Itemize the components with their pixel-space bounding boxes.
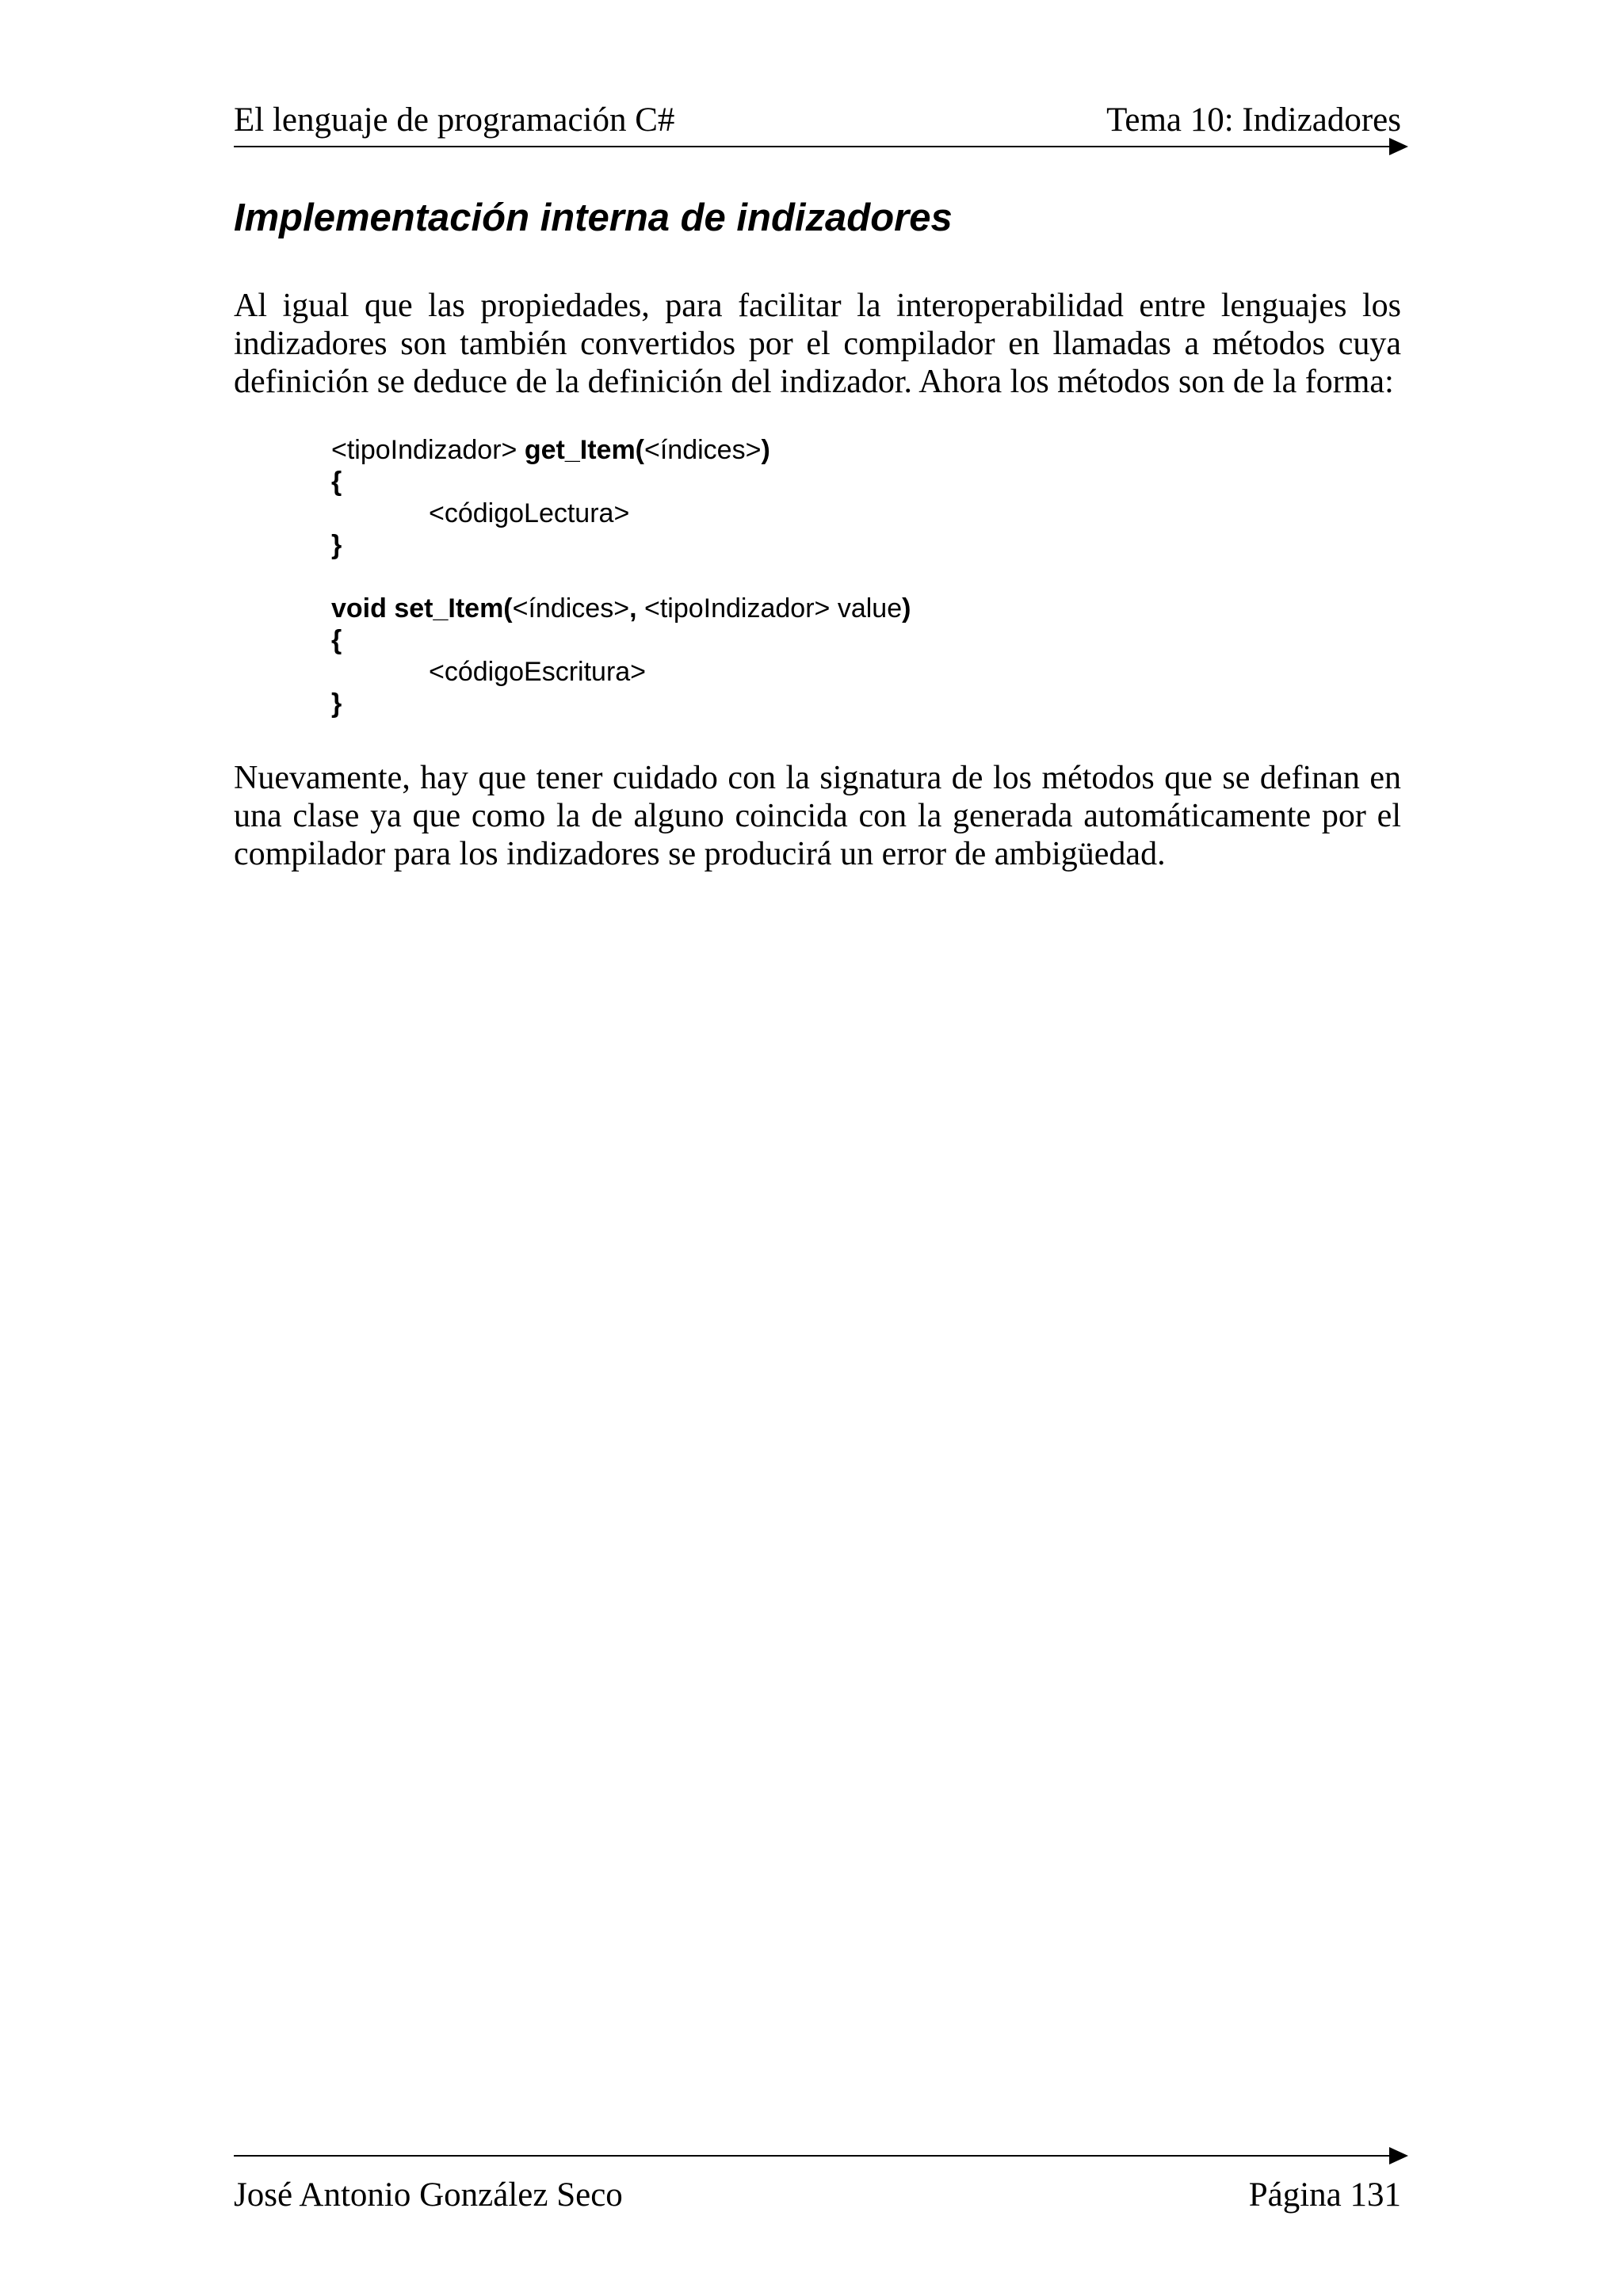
header-rule — [234, 146, 1391, 147]
getter-params: <índices> — [644, 435, 762, 465]
footer-arrow-icon — [1389, 2147, 1408, 2164]
setter-open-brace: { — [331, 625, 342, 655]
setter-close-brace: } — [331, 688, 342, 719]
getter-close-brace: } — [331, 530, 342, 560]
getter-method-name: get_Item( — [524, 435, 644, 465]
getter-close-paren: ) — [761, 435, 770, 465]
header-book-title: El lenguaje de programación C# — [234, 101, 675, 139]
getter-open-brace: { — [331, 467, 342, 497]
setter-param-value: <tipoIndizador> value — [643, 593, 903, 624]
footer-rule — [234, 2155, 1391, 2157]
page-footer — [234, 2172, 1401, 2218]
setter-method-name: void set_Item( — [331, 593, 513, 624]
page-header — [234, 97, 1401, 144]
footer-page-number: Página 131 — [1248, 2176, 1401, 2214]
header-chapter-title: Tema 10: Indizadores — [1106, 101, 1401, 139]
getter-signature — [331, 434, 770, 466]
setter-close-paren: ) — [902, 593, 911, 624]
getter-body: <códigoLectura> — [429, 498, 630, 528]
getter-return-type: <tipoIndizador> — [331, 435, 517, 465]
ambiguity-paragraph: Nuevamente, hay que tener cuidado con la signatura de los métodos que se definan en una clase ya que como la de alguno coincida con la generada automáticamente por el compilador para los indizadores se producirá un error de ambigüedad. — [234, 760, 1401, 872]
setter-body: <códigoEscritura> — [429, 657, 647, 687]
section-title: Implementación interna de indizadores — [234, 196, 953, 239]
footer-author: José Antonio González Seco — [234, 2176, 623, 2214]
setter-signature — [331, 593, 911, 624]
intro-paragraph: Al igual que las propiedades, para facilitar la interoperabilidad entre lenguajes los indizadores son también convertidos por el compilador en llamadas a métodos cuya definición se deduce de la definición del indizador. Ahora los métodos son de la forma: — [234, 288, 1401, 400]
setter-comma: , — [629, 593, 637, 624]
header-arrow-icon — [1389, 138, 1408, 155]
setter-param-indices: <índices> — [512, 593, 630, 624]
